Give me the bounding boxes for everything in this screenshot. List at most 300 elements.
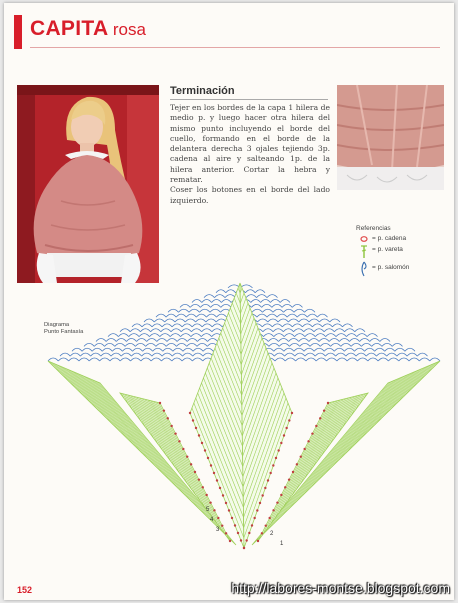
chain-arc: [84, 343, 94, 346]
stitch-marker: [280, 442, 282, 444]
stitch-marker: [276, 501, 278, 503]
chain-arc: [419, 358, 429, 361]
chain-arc: [160, 334, 170, 337]
chain-arc: [263, 334, 273, 337]
chain-arc: [182, 324, 192, 327]
chain-arc: [312, 324, 322, 327]
chain-arc: [251, 300, 261, 303]
chain-arc: [196, 314, 206, 317]
stitch-marker: [195, 427, 197, 429]
chain-arc: [262, 304, 272, 307]
stitch-marker: [174, 432, 176, 434]
chain-arc: [147, 339, 157, 342]
chain-arc: [300, 343, 310, 346]
chain-arc: [126, 339, 136, 342]
chain-arc: [268, 319, 278, 322]
chain-arc: [116, 339, 126, 342]
chain-arc: [156, 314, 166, 317]
stitch-marker: [204, 449, 206, 451]
chain-arc: [282, 324, 292, 327]
chain-arc: [48, 358, 58, 361]
chain-arc: [268, 339, 278, 342]
header-accent-bar: [14, 15, 22, 49]
chain-arc: [320, 343, 330, 346]
stitch-marker: [182, 448, 184, 450]
chain-arc: [182, 358, 192, 361]
chain-arc: [170, 334, 180, 337]
chain-arc: [274, 334, 284, 337]
chain-arc: [316, 358, 326, 361]
left-panel-stitch: [90, 379, 200, 510]
stitch-marker: [315, 425, 317, 427]
watermark-url: http://labores-montse.blogspot.com: [231, 580, 450, 596]
stitch-marker: [243, 547, 245, 549]
chain-arc: [131, 353, 141, 356]
chain-arc: [191, 334, 201, 337]
chain-arc: [294, 348, 304, 351]
stitch-marker: [292, 471, 294, 473]
chain-arc: [297, 314, 307, 317]
chain-arc: [172, 324, 182, 327]
chain-arc: [216, 290, 226, 293]
chain-arc: [172, 353, 182, 356]
chain-arc: [212, 300, 222, 303]
chain-arc: [342, 324, 352, 327]
stitch-marker: [296, 463, 298, 465]
chain-arc: [115, 343, 125, 346]
chain-arc: [141, 358, 151, 361]
chain-arc: [245, 290, 255, 293]
chain-arc: [96, 339, 106, 342]
chain-arc: [102, 348, 112, 351]
stitch-marker: [251, 524, 253, 526]
chain-arc: [317, 314, 327, 317]
chain-arc: [172, 358, 182, 361]
chain-arc: [181, 329, 191, 332]
chain-arc: [346, 334, 356, 337]
chain-arc: [110, 358, 120, 361]
chain-arc: [167, 339, 177, 342]
stitch-marker: [253, 517, 255, 519]
chain-arc: [122, 348, 132, 351]
chain-arc: [344, 348, 354, 351]
chain-arc: [366, 353, 376, 356]
chain-arc: [60, 353, 70, 356]
chain-arc: [101, 353, 111, 356]
stitch-marker: [319, 417, 321, 419]
stitch-marker: [192, 419, 194, 421]
stitch-marker: [198, 478, 200, 480]
chain-arc: [151, 329, 161, 332]
chain-arc: [192, 300, 202, 303]
chain-arc: [89, 358, 99, 361]
reference-double-crochet: = p. vareta: [372, 246, 403, 253]
chain-arc: [314, 348, 324, 351]
page-number: 152: [17, 585, 33, 595]
chain-arc: [319, 339, 329, 342]
stitch-marker: [231, 517, 233, 519]
chain-arc: [278, 339, 288, 342]
chain-arc: [273, 329, 283, 332]
chain-arc: [190, 304, 200, 307]
chain-arc: [196, 319, 206, 322]
chain-arc: [163, 348, 173, 351]
chain-arc: [121, 353, 131, 356]
chain-arc: [203, 348, 213, 351]
chain-arc: [272, 324, 282, 327]
chain-arc: [212, 329, 222, 332]
right-panel-stitch: [360, 370, 418, 439]
chain-arc: [165, 319, 175, 322]
section-divider: [170, 99, 328, 100]
chain-arc: [197, 343, 207, 346]
stitch-marker: [213, 472, 215, 474]
stitch-marker: [202, 486, 204, 488]
chain-arc: [193, 348, 203, 351]
chain-arc: [108, 334, 118, 337]
stitch-marker: [256, 509, 258, 511]
chain-arc: [82, 348, 92, 351]
chain-arc: [261, 300, 271, 303]
chain-arc: [181, 334, 191, 337]
chain-arc: [325, 353, 335, 356]
chain-arc: [180, 304, 190, 307]
chain-arc: [225, 295, 236, 298]
chain-arc: [302, 324, 312, 327]
stitch-marker: [245, 539, 247, 541]
row-number-marker: 1: [280, 541, 284, 547]
chain-arc: [345, 329, 355, 332]
chain-arc: [162, 324, 172, 327]
chain-arc: [153, 348, 163, 351]
chain-arc: [200, 309, 211, 312]
stitch-marker: [267, 479, 269, 481]
crochet-diagram: [40, 273, 452, 558]
chain-arc: [177, 339, 187, 342]
chain-arc: [70, 353, 80, 356]
section-title: Terminación: [170, 85, 235, 97]
row-number-marker: 5: [206, 507, 210, 513]
chain-arc: [152, 353, 162, 356]
chain-arc: [339, 339, 349, 342]
chain-arc: [329, 339, 339, 342]
stitch-marker: [228, 509, 230, 511]
row-number-marker: 3: [216, 527, 220, 533]
row-number-marker: 4: [210, 517, 214, 523]
chain-arc: [330, 319, 340, 322]
stitch-marker: [327, 402, 329, 404]
chain-arc: [221, 304, 231, 307]
chain-arc: [284, 348, 294, 351]
chain-arc: [263, 309, 274, 312]
chain-arc: [201, 334, 211, 337]
chain-arc: [307, 314, 317, 317]
chain-arc: [274, 348, 284, 351]
double-crochet-icon: [361, 246, 367, 258]
chain-arc: [314, 329, 324, 332]
stitch-marker: [190, 463, 192, 465]
chain-arc: [336, 334, 346, 337]
chain-arc: [246, 295, 257, 298]
chain-arc: [367, 334, 377, 337]
chain-arc: [336, 353, 346, 356]
stitch-marker: [264, 487, 266, 489]
chain-arc: [111, 353, 121, 356]
left-panel-stitch: [70, 370, 128, 439]
chain-arc: [133, 348, 143, 351]
chain-arc: [192, 358, 202, 361]
chain-arc: [305, 353, 315, 356]
chain-arc: [130, 329, 140, 332]
chain-arc: [131, 358, 141, 361]
chain-arc: [179, 309, 190, 312]
chain-arc: [91, 353, 101, 356]
chain-arc: [341, 343, 351, 346]
stitch-marker: [194, 471, 196, 473]
chain-arc: [69, 358, 79, 361]
references-icons: [358, 234, 370, 278]
chain-arc: [146, 343, 156, 346]
chain-arc: [189, 309, 200, 312]
chain-arc: [315, 334, 325, 337]
stitch-marker: [221, 524, 223, 526]
stitch-marker: [323, 409, 325, 411]
row-number-marker: 2: [270, 531, 274, 537]
chain-arc: [263, 329, 273, 332]
chain-arc: [154, 319, 164, 322]
chain-arc: [183, 353, 193, 356]
chain-arc: [270, 300, 280, 303]
chain-arc: [144, 319, 154, 322]
stitch-marker: [269, 472, 271, 474]
chain-arc: [139, 334, 149, 337]
chain-arc: [173, 348, 183, 351]
left-panel-stitch: [74, 372, 142, 453]
detail-photo: [337, 85, 444, 190]
chain-arc: [372, 343, 382, 346]
chain-arc: [143, 348, 153, 351]
chain-arc: [186, 314, 196, 317]
references-title: Referencias: [356, 225, 391, 232]
chain-arc: [187, 343, 197, 346]
header-divider: [30, 47, 440, 48]
chain-arc: [204, 295, 215, 298]
chain-arc: [392, 343, 402, 346]
chain-arc: [299, 319, 309, 322]
stitch-marker: [275, 457, 277, 459]
chain-arc: [337, 358, 347, 361]
chain-arc: [251, 304, 261, 307]
chain-arc: [322, 324, 332, 327]
stitch-marker: [261, 494, 263, 496]
reference-solomon: = p. salomón: [372, 264, 410, 271]
chain-arc: [332, 324, 342, 327]
chain-arc: [279, 343, 289, 346]
right-panel-stitch: [353, 371, 416, 446]
chain-arc: [283, 329, 293, 332]
page-title: CAPITA: [30, 17, 109, 40]
chain-arc: [351, 343, 361, 346]
stitch-marker: [277, 449, 279, 451]
chain-arc: [354, 348, 364, 351]
instructions-text: [170, 103, 330, 206]
chain-arc: [58, 358, 68, 361]
stitch-marker: [259, 502, 261, 504]
chain-arc: [368, 358, 378, 361]
chain-arc: [289, 343, 299, 346]
magazine-page: [4, 3, 454, 600]
stitch-marker: [307, 440, 309, 442]
chain-arc: [355, 329, 365, 332]
chain-arc: [149, 334, 159, 337]
stitch-marker: [207, 457, 209, 459]
stitch-marker: [283, 434, 285, 436]
chain-arc: [156, 343, 166, 346]
chain-arc: [284, 309, 295, 312]
chain-arc: [305, 309, 316, 312]
chain-arc: [118, 334, 128, 337]
stitch-marker: [265, 524, 267, 526]
chain-arc: [296, 358, 306, 361]
chain-arc: [200, 304, 210, 307]
stitch-marker: [209, 501, 211, 503]
chain-arc: [211, 304, 221, 307]
chain-arc: [387, 353, 397, 356]
chain-arc: [257, 319, 267, 322]
model-photo: [17, 85, 159, 283]
chain-arc: [183, 348, 193, 351]
chain-arc: [273, 309, 284, 312]
stitch-marker: [229, 540, 231, 542]
chain-arc: [151, 358, 161, 361]
chain-arc: [171, 329, 181, 332]
chain-arc: [142, 353, 152, 356]
chain-arc: [112, 348, 122, 351]
chain-arc: [327, 358, 337, 361]
chain-arc: [202, 324, 212, 327]
stitch-marker: [167, 417, 169, 419]
chain-arc: [277, 314, 287, 317]
chain-arc: [357, 358, 367, 361]
chain-arc: [120, 358, 130, 361]
stitch-marker: [291, 412, 293, 414]
chain-arc: [324, 329, 334, 332]
chain-arc: [257, 314, 267, 317]
chain-arc: [262, 324, 272, 327]
chain-arc: [310, 343, 320, 346]
instructions-paragraph: Coser los botones en el borde del lado izquierdo.: [170, 185, 330, 205]
chain-arc: [176, 343, 186, 346]
chain-arc: [385, 348, 395, 351]
chain-arc: [349, 339, 359, 342]
chain-arc: [269, 343, 279, 346]
stitch-marker: [261, 532, 263, 534]
stitch-marker: [198, 434, 200, 436]
stitch-marker: [222, 494, 224, 496]
chain-arc: [305, 334, 315, 337]
chain-arc: [162, 353, 172, 356]
chain-arc: [380, 339, 390, 342]
stitch-marker: [205, 494, 207, 496]
chain-arc: [161, 329, 171, 332]
chain-arc: [255, 290, 265, 293]
chain-arc: [294, 309, 305, 312]
right-panel-stitch: [288, 379, 398, 510]
chain-arc: [208, 339, 218, 342]
chain-stitch-icon: [361, 237, 367, 242]
chain-arc: [257, 295, 268, 298]
stitch-marker: [285, 427, 287, 429]
chain-arc: [168, 309, 179, 312]
stitch-marker: [189, 412, 191, 414]
stitch-marker: [178, 440, 180, 442]
stitch-marker: [272, 464, 274, 466]
stitch-marker: [288, 478, 290, 480]
chain-arc: [288, 319, 298, 322]
chain-arc: [161, 358, 171, 361]
chain-arc: [275, 358, 285, 361]
stitch-marker: [303, 448, 305, 450]
chain-arc: [326, 334, 336, 337]
chain-arc: [388, 358, 398, 361]
stitch-marker: [272, 509, 274, 511]
chain-arc: [407, 353, 417, 356]
chain-arc: [331, 343, 341, 346]
chain-arc: [176, 314, 186, 317]
diagram-label-title: Diagrama: [44, 322, 70, 328]
instructions-paragraph: Tejer en los bordes de la capa 1 hilera de medio p. y luego hacer otra hilera del mismo punto incluyendo el borde del cuello, formando en el borde de la delantera derecha 3 ojales tejiendo 3p. cadena al aire y salteando 1p. de la hilera anterior. Cortar la hebra y rematar.: [170, 103, 330, 185]
chain-arc: [100, 358, 110, 361]
chain-arc: [125, 343, 135, 346]
chain-arc: [94, 343, 104, 346]
chain-arc: [334, 348, 344, 351]
chain-arc: [129, 334, 139, 337]
chain-arc: [252, 309, 263, 312]
chain-arc: [295, 353, 305, 356]
chain-arc: [217, 314, 227, 317]
chain-arc: [370, 339, 380, 342]
chain-arc: [285, 358, 295, 361]
chain-arc: [72, 348, 82, 351]
chain-arc: [120, 329, 130, 332]
chain-arc: [197, 339, 207, 342]
chain-arc: [79, 358, 89, 361]
chain-arc: [187, 339, 197, 342]
chain-arc: [285, 353, 295, 356]
chain-arc: [210, 309, 221, 312]
stitch-marker: [216, 479, 218, 481]
left-panel-stitch: [72, 371, 135, 446]
chain-arc: [267, 295, 278, 298]
chain-arc: [295, 334, 305, 337]
chain-arc: [375, 348, 385, 351]
chain-arc: [382, 343, 392, 346]
chain-arc: [203, 353, 213, 356]
chain-arc: [267, 314, 277, 317]
chain-arc: [309, 339, 319, 342]
chain-arc: [193, 353, 203, 356]
stitch-marker: [300, 455, 302, 457]
chain-arc: [347, 358, 357, 361]
stitch-marker: [201, 442, 203, 444]
stitch-marker: [311, 432, 313, 434]
chain-arc: [278, 319, 288, 322]
chain-arc: [282, 304, 292, 307]
chain-arc: [191, 329, 201, 332]
chain-arc: [206, 319, 216, 322]
chain-arc: [142, 324, 152, 327]
stitch-marker: [225, 532, 227, 534]
